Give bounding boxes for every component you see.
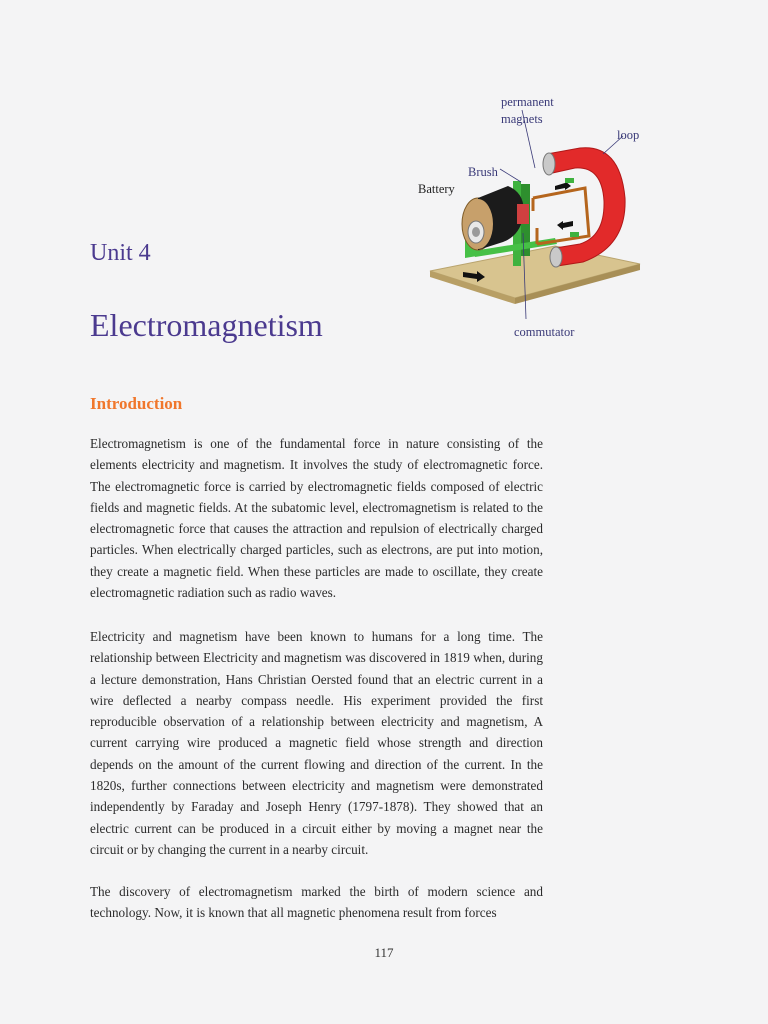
unit-label: Unit 4	[90, 240, 151, 266]
motor-diagram	[405, 86, 650, 344]
label-brush: Brush	[468, 165, 498, 179]
motor-figure	[405, 86, 650, 344]
paragraph-3: The discovery of electromagnetism marked the birth of modern science and technology. Now, it is known that all magnetic phenomena result from forces	[90, 884, 543, 921]
chapter-title: Electromagnetism	[90, 307, 323, 343]
label-battery: Battery	[418, 182, 455, 196]
label-commutator: commutator	[514, 325, 575, 339]
page-number: 117	[374, 945, 394, 960]
section-title: Introduction	[90, 394, 183, 413]
label-permanent: permanent	[501, 95, 554, 109]
label-loop: loop	[617, 128, 640, 142]
label-magnets: magnets	[501, 112, 543, 126]
paragraph-1: Electromagnetism is one of the fundamental force in nature consisting of the elements electricity and magnetism. It involves the study of electromagnetic force. The electromagnetic force is carried by electromagnetic fields composed of electric fields and magnetic fields. At the subatomic level, electromagnetism is related to the electromagnetic force that causes the attraction and repulsion of electrically charged particles. When electrically charged particles, such as electrons, are put into motion, they create a magnetic field. When these particles are made to oscillate, they create electromagnetic radiation such as radio waves.	[90, 436, 543, 601]
paragraph-2: Electricity and magnetism have been known to humans for a long time. The relationship between Electricity and magnetism was discovered in 1819 when, during a lecture demonstration, Hans Christian Oersted found that an electric current in a wire deflected a nearby compass needle. His experiment provided the first reproducible observation of a relationship between electricity and magnetism, A current carrying wire produced a magnetic field whose strength and direction depends on the amount of the current flowing and direction of the current. In the 1820s, further connections between electricity and magnetism were demonstrated independently by Faraday and Joseph Henry (1797-1878). They showed that an electric current can be produced in a circuit either by moving a magnet near the circuit or by changing the current in a nearby circuit.	[90, 629, 543, 857]
